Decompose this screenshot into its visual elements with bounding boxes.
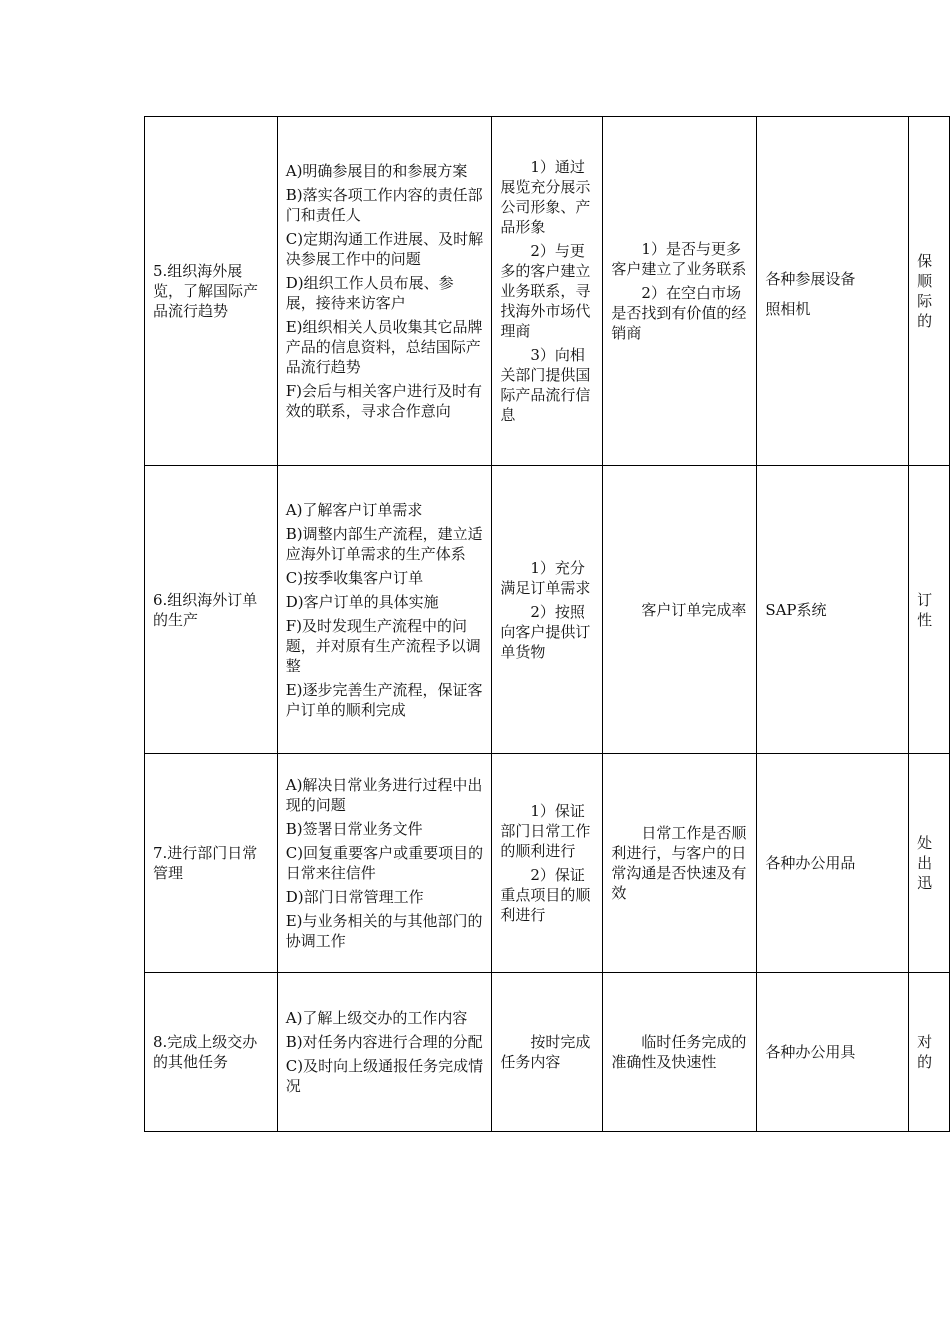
task-cell: 7.进行部门日常管理 bbox=[145, 754, 278, 973]
truncated-text: 的 bbox=[917, 312, 933, 330]
task-cell: 6.组织海外订单的生产 bbox=[145, 466, 278, 754]
job-duties-table bbox=[144, 116, 950, 1132]
kpi-cell bbox=[603, 754, 757, 973]
kpi-item: 日常工作是否顺利进行，与客户的日常沟通是否快速及有效 bbox=[611, 824, 747, 902]
results-cell bbox=[492, 466, 603, 754]
kpi-item: 临时任务完成的准确性及快速性 bbox=[611, 1033, 747, 1071]
result-item: 2）保证重点项目的顺利进行 bbox=[500, 866, 591, 924]
step-item: B)对任务内容进行合理的分配 bbox=[285, 1033, 483, 1051]
step-item: B)签署日常业务文件 bbox=[285, 820, 423, 838]
truncated-cell bbox=[909, 117, 950, 466]
truncated-text: 性 bbox=[917, 610, 933, 629]
truncated-text: 迅 bbox=[917, 874, 933, 892]
kpi-item: 1）是否与更多客户建立了业务联系 bbox=[611, 240, 747, 278]
step-item: E)与业务相关的与其他部门的协调工作 bbox=[285, 912, 483, 950]
truncated-cell bbox=[909, 973, 950, 1132]
step-item: C)按季收集客户订单 bbox=[285, 568, 424, 587]
step-item: A)解决日常业务进行过程中出现的问题 bbox=[285, 776, 483, 814]
result-item: 1）充分满足订单需求 bbox=[500, 558, 591, 597]
truncated-text: 保 bbox=[917, 252, 933, 270]
steps-cell bbox=[277, 754, 492, 973]
truncated-text: 处 bbox=[917, 834, 933, 852]
results-cell bbox=[492, 117, 603, 466]
step-item: F)及时发现生产流程中的问题，并对原有生产流程予以调整 bbox=[285, 616, 481, 675]
resource-item: 照相机 bbox=[765, 300, 811, 318]
truncated-text: 订 bbox=[917, 590, 933, 609]
step-item: F)会后与相关客户进行及时有效的联系，寻求合作意向 bbox=[285, 382, 482, 420]
truncated-text: 顺 bbox=[917, 272, 933, 290]
task-cell: 8.完成上级交办的其他任务 bbox=[145, 973, 278, 1132]
kpi-cell bbox=[603, 117, 757, 466]
truncated-cell bbox=[909, 754, 950, 973]
resource-item: 各种办公用品 bbox=[765, 854, 856, 872]
table-row bbox=[145, 466, 950, 754]
results-cell bbox=[492, 754, 603, 973]
resources-cell bbox=[757, 973, 909, 1132]
resources-cell bbox=[757, 117, 909, 466]
step-item: D)组织工作人员布展、参展，接待来访客户 bbox=[285, 274, 454, 312]
table-row bbox=[145, 973, 950, 1132]
table-row bbox=[145, 117, 950, 466]
task-cell: 5.组织海外展览，了解国际产品流行趋势 bbox=[145, 117, 278, 466]
resource-item: SAP系统 bbox=[765, 600, 827, 619]
steps-cell bbox=[277, 117, 492, 466]
truncated-text: 出 bbox=[917, 854, 933, 872]
step-item: E)逐步完善生产流程，保证客户订单的顺利完成 bbox=[285, 680, 483, 719]
step-item: B)调整内部生产流程，建立适应海外订单需求的生产体系 bbox=[285, 524, 483, 563]
step-item: C)定期沟通工作进展、及时解决参展工作中的问题 bbox=[285, 230, 484, 268]
step-item: E)组织相关人员收集其它品牌产品的信息资料，总结国际产品流行趋势 bbox=[285, 318, 483, 376]
result-item: 3）向相关部门提供国际产品流行信息 bbox=[500, 346, 591, 424]
step-item: C)回复重要客户或重要项目的日常来往信件 bbox=[285, 844, 484, 882]
result-item: 1）保证部门日常工作的顺利进行 bbox=[500, 802, 591, 860]
kpi-cell bbox=[603, 466, 757, 754]
result-item: 按时完成任务内容 bbox=[500, 1033, 591, 1071]
kpi-item: 客户订单完成率 bbox=[641, 600, 747, 619]
result-item: 2）按照向客户提供订单货物 bbox=[500, 602, 591, 661]
truncated-cell bbox=[909, 466, 950, 754]
truncated-text: 的 bbox=[917, 1053, 933, 1071]
step-item: A)明确参展目的和参展方案 bbox=[285, 162, 468, 180]
resource-item: 各种办公用具 bbox=[765, 1043, 856, 1061]
resource-item: 各种参展设备 bbox=[765, 270, 856, 288]
steps-cell bbox=[277, 466, 492, 754]
resources-cell bbox=[757, 754, 909, 973]
step-item: C)及时向上级通报任务完成情况 bbox=[285, 1057, 484, 1095]
step-item: A)了解客户订单需求 bbox=[285, 500, 423, 519]
resources-cell bbox=[757, 466, 909, 754]
step-item: D)部门日常管理工作 bbox=[285, 888, 424, 906]
table-row bbox=[145, 754, 950, 973]
truncated-text: 际 bbox=[917, 292, 933, 310]
step-item: B)落实各项工作内容的责任部门和责任人 bbox=[285, 186, 483, 224]
result-item: 2）与更多的客户建立业务联系，寻找海外市场代理商 bbox=[500, 242, 591, 340]
step-item: D)客户订单的具体实施 bbox=[285, 592, 439, 611]
truncated-text: 对 bbox=[917, 1033, 933, 1051]
kpi-item: 2）在空白市场是否找到有价值的经销商 bbox=[611, 284, 747, 342]
result-item: 1）通过展览充分展示公司形象、产品形象 bbox=[500, 158, 591, 236]
steps-cell bbox=[277, 973, 492, 1132]
results-cell bbox=[492, 973, 603, 1132]
step-item: A)了解上级交办的工作内容 bbox=[285, 1009, 468, 1027]
kpi-cell bbox=[603, 973, 757, 1132]
